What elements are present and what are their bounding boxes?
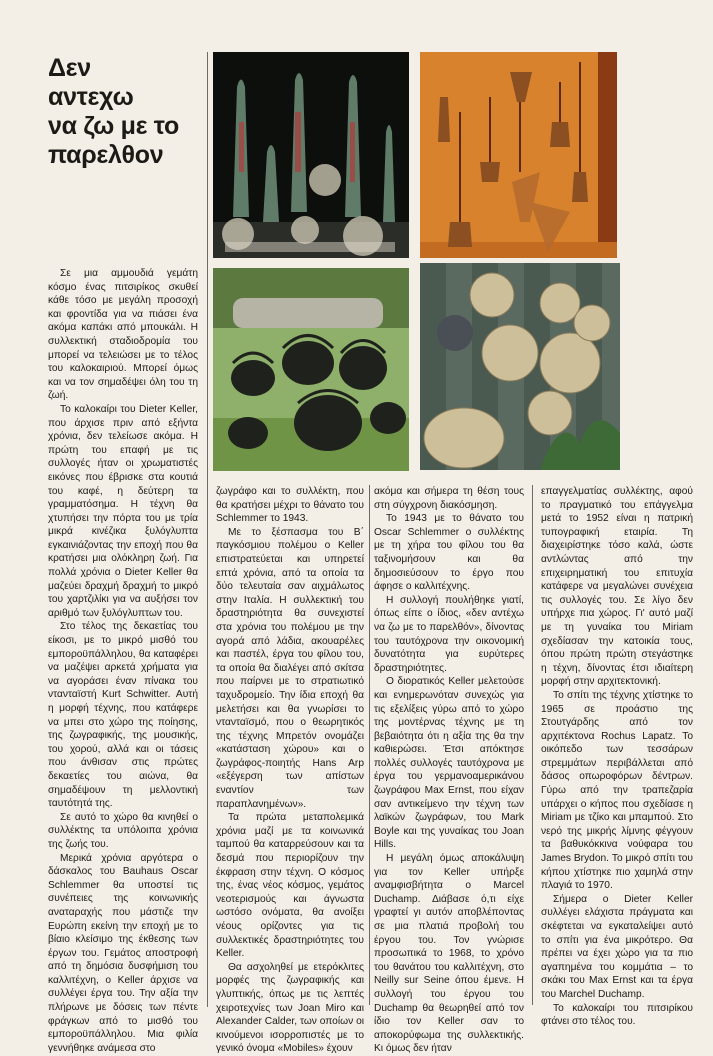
paragraph: Το σπίτι της τέχνης χτίστηκε το 1965 σε προάστιο της Στουτγάρδης από τον αρχιτέκτονα Rochus Lapatz. Το οικόπεδο των τεσσάρων στρεμμάτων περιβάλλεται από δάσος οπωροφόρων δέντρων. Γύρω από την τραπεζαρία υπάρχει ο κήπος που σχεδίασε η Miriam με τζίκο και μπαμπού. Στο νερό της μικρής λίμνης φέγγουν τα βαθυκόκκινα νούφαρα του James Brydon. Το μικρό σπίτι του κήπου χτίστηκε πιο χαμηλά στην πλαγιά το 1970. [541, 689, 693, 892]
paragraph: Η μεγάλη όμως αποκάλυψη για τον Keller υπήρξε αναμφισβήτητα ο Marcel Duchamp. Διάβασε ό,τι είχε γραφτεί γι αυτόν αποβλέποντας σε μια πλατιά προβολή του έργου του. Τον γνώρισε προσωπικά το 1968, το χρόνο του θανάτου του καλλιτέχνη, στο Neilly sur Seine όπου έμενε. Η συλλογή του έργου του Duchamp θα θεωρηθεί από τον ίδιο τον Keller σαν το αποκορύφωμα της συλλεκτικής. Κι όμως δεν ήταν [374, 853, 524, 1055]
paragraph: Μερικά χρόνια αργότερα ο δάσκαλος του Bauhaus Oscar Schlemmer θα υποστεί τις συνέπειες της κοινωνικής αναταραχής που μάστιζε την Ευρώπη εκείνη την εποχή με το βίαιο κλείσιμο της έκθεσης των έργων του. Γεμάτος αποστροφή από τη δημόσια δυσφήμιση του καλλιτέχνη, ο Keller άρχισε να συλλέγει έργα του. Την αξία την πλήρωνε με δόσεις των πέντε φράγκων από το μισθό του εμποροϋπάλληλου. Μια φιλία γεννήθηκε ανάμεσα στο [48, 852, 198, 1054]
column-rule [369, 485, 370, 1005]
headline [48, 54, 208, 170]
paragraph: Θα ασχοληθεί με ετερόκλιτες μορφές της ζωγραφικής και γλυπτικής, όπως με τις λεπτές χειροτεχνίες των Joan Miro και Alexander Calder, των οποίων οι κινούμενοι ισορροπιστές με το γενικό όνομα «Mobiles» έχουν [216, 961, 364, 1055]
paragraph: Το 1943 με το θάνατο του Oscar Schlemmer ο συλλέκτης με τη χήρα του φίλου του θα ταξινομήσουν και θα δημοσιεύσουν το έργο που άφησε ο καλλιτέχνης. [374, 513, 524, 593]
paragraph: ακόμα και σήμερα τη θέση τους στη σύγχρονη διακόσμηση. [374, 486, 524, 511]
teapots-photo [213, 268, 409, 471]
headline-line: παρελθον [48, 141, 164, 169]
brooms-photo [420, 52, 617, 258]
headline-line: Δεν [48, 54, 91, 82]
article-column-1 [48, 267, 198, 1054]
article-column-3 [374, 485, 524, 1055]
paragraph: Στο τέλος της δεκαετίας του είκοσι, με το μικρό μισθό του εμποροϋπάλληλου, θα καταφέρει να μαζέψει αρκετά χρήματα για να αγοράσει έναν πίνακα του ντανταïστή Kurt Schwitter. Αυτή η μορφή τέχνης, που κατάφερε να μπει στο χώρο της ποίησης, της ζωγραφικής, της μουσικής, του χορού, αλλά και οι τάσεις που άνθισαν στις πρώτες δεκαετίες του αιώνα, θα σημαδέψουν τη μελλοντική ταυτότητά της. [48, 621, 198, 810]
paragraph: Τα πρώτα μεταπολεμικά χρόνια μαζί με τα κοινωνικά ταμπού θα καταρρεύσουν και τα δεσμά που περιορίζουν την έκφραση στην τέχνη. Ο κόσμος της, ένας νέος κόσμος, γεμάτος νεοτερισμούς και άγνωστα ωστόσο ονόματα, θα ανοίξει νέους ορίζοντες για τις συλλεκτικές δραστηριότητες του Keller. [216, 812, 364, 960]
paragraph: Σε μια αμμουδιά γεμάτη κόσμο ένας πιτσιρίκος σκυθεί κάθε τόσο με μεγάλη προσοχή και φροντίδα για να πιάσει ένα ακόμα καπάκι από μπουκάλι. Η συλλεκτική σταδιοδρομία του μπορεί να τελειώσει με το τέλος του καλοκαιριού. Μπορεί όμως και να τον σημαδέψει όλη του τη ζωή. [48, 268, 198, 402]
paragraph: Το καλοκαίρι του Dieter Keller, που άρχισε πριν από εξήντα χρόνια, δεν τελείωσε ακόμα. Η πρώτη του επαφή με τις συλλογές ήταν οι χρωματιστές εικόνες που έβρισκε στα κουτιά του καφέ, η δεύτερη τα γραμματόσημα. Η τέχνη θα χτυπήσει την πόρτα του με τρία μικρά κινέζικα ξυλόγλυπτα εγκαινιάζοντας την εποχή που θα κρατήσει μια ολόκληρη ζωή. Για πολλά χρόνια ο Dieter Keller θα μαζεύει δραχμή δραχμή το μικρό του χαρτζιλίκι για να αυξήσει τον αριθμό των ξυλόγλυπτων του. [48, 403, 198, 619]
column-rule [207, 52, 208, 1007]
column-rule [532, 485, 533, 1005]
paragraph: Σε αυτό το χώρο θα κινηθεί ο συλλέκτης τα υπόλοιπα χρόνια της ζωής του. [48, 811, 198, 850]
headline-line: να ζω με το [48, 112, 179, 140]
paragraph: ζωγράφο και το συλλέκτη, που θα κρατήσει μέχρι το θάνατο του Schlemmer το 1943. [216, 486, 364, 525]
article-column-4 [541, 485, 693, 1028]
glass-paperweights-photo [213, 52, 409, 258]
paragraph: Η συλλογή πουλήθηκε γιατί, όπως είπε ο ίδιος, «δεν αντέχω να ζω με το παρελθόν», δίνοντας του ταυτόχρονα την οικονομική δυνατότητα για ευρύτερες δραστηριότητες. [374, 594, 524, 674]
article-column-2 [216, 485, 364, 1055]
headline-line: αντεχω [48, 83, 134, 111]
paragraph: Με το ξέσπασμα του Β΄ παγκόσμιου πολέμου ο Keller επιστρατεύεται και υπηρετεί επτά χρόνια, από τα οποία τα δύο τελευταία σαν αιχμάλωτος στην Ιταλία. Η συλλεκτική του δραστηριότητα θα συνεχιστεί στα χρόνια του πολέμου με την αγορά από λάδια, ακουαρέλες και παστέλ, έργα του φίλου του, τα οποία θα διαλέγει από σκίτσα που παίρνει με το στρατιωτικό ταχυδρομείο. Την ίδια εποχή θα μελετήσει και θα γνωρίσει το ντανταïσμό, που ο θεωρητικός της τέχνης Μπρετόν ονομάζει «κατάσταση χώρου» και ο ζωγράφος-ποιητής Hans Arp «εξέγερση των απίστων εναντίον των παραπλανημένων». [216, 526, 364, 810]
paragraph: Ο διορατικός Keller μελετούσε και ενημερωνόταν συνεχώς για τις εξελίξεις γύρω από το χώρο της μοντέρνας τέχνης με τη βεβαιότητα ότι η αξία της θα την καθιερώσει. Έτσι απόκτησε πολλές συλλογές ταυτόχρονα με έργα του γερμανοαμερικάνου ζωγράφου Max Ernst, που είχαν σαν αντικείμενο την τέχνη των λαϊκών ζωγράφων, του Mark Boyle και της γυναίκας του Joan Hills. [374, 676, 524, 851]
paragraph: Σήμερα ο Dieter Keller συλλέγει ελάχιστα πράγματα και σκέφτεται να εγκαταλείψει αυτό το σπίτι για ένα μικρότερο. Θα πρέπει να έχει χώρο για τα πιο αγαπημένα του κομμάτια – το σκάκι του Max Ernst και τα έργα του Marchel Duchamp. [541, 893, 693, 1000]
paragraph: Το καλοκαίρι του πιτσιρίκου φτάνει στο τέλος του. [541, 1002, 693, 1028]
hats-photo [420, 263, 620, 470]
paragraph: επαγγελματίας συλλέκτης, αφού το πραγματικό του επάγγελμα μετά το 1952 είναι η πατρική τυπογραφική εταιρία. Τη διαχειρίστηκε τόσο καλά, ώστε αντλώντας από την επιχειρηματική του επιτυχία κατάφερε να μεγαλώνει συνέχεια τις συλλογές του. Σε λίγο δεν υπήρχε πια χώρος. Γι' αυτό μαζί με τη γυναίκα του Miriam σχεδίασαν την κατοικία τους, όπου πρώτη πρώτη στεγάστηκε η τέχνη, δίνοντας έτσι ιδιαίτερη μορφή στην αρχιτεκτονική. [541, 486, 693, 688]
